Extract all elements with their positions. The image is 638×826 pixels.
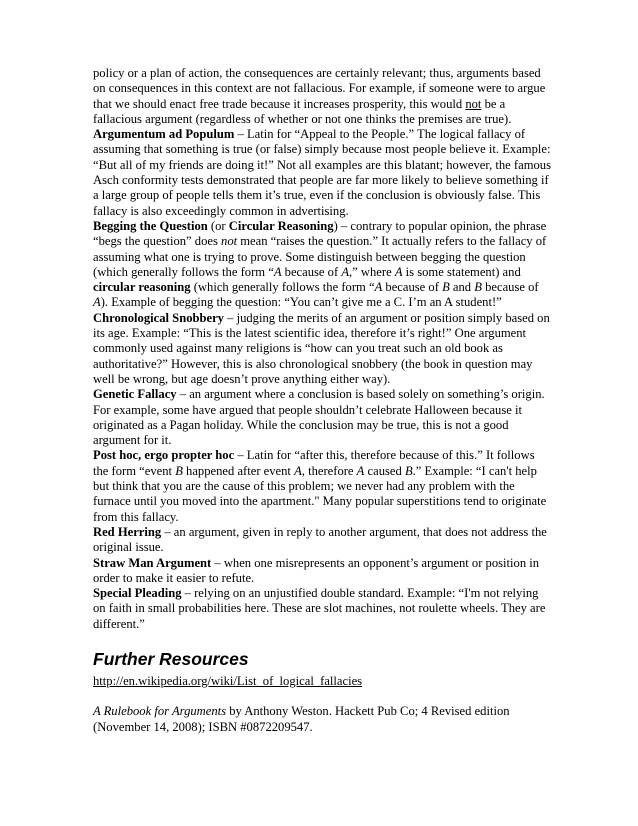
wikipedia-fallacies-link[interactable]: http://en.wikipedia.org/wiki/List_of_logical_fallacies xyxy=(93,673,363,688)
intro-tail: be a fallacious argument (regardless of whether or not one thinks the premises are true). xyxy=(93,96,512,126)
spacer xyxy=(93,689,553,704)
intro-paragraph xyxy=(93,66,553,127)
document-body xyxy=(93,66,553,735)
entry-begging-the-question: Begging the Question (or Circular Reasoning) – contrary to popular opinion, the phrase “begs the question” does not mean “raises the question.” It actually refers to the fallacy of assuming what one is trying to prove. Some distinguish between begging the question (which generally follows the form “A because of A,” where A is some statement) and circular reasoning (which generally follows the form “A because of B and B because of A). Example of begging the question: “You can’t give me a C. I’m an A student!” xyxy=(93,218,547,310)
book-details: by Anthony Weston. Hackett Pub Co; 4 Revised edition (November 14, 2008); ISBN #0872209547. xyxy=(93,704,510,734)
book-reference xyxy=(93,704,553,735)
definition-genetic-fallacy: – an argument where a conclusion is based solely on something’s origin. For example, some have argued that people shouldn’t celebrate Halloween because it originated as a Pagan holiday. While the conclusion may be true, this is not a good argument for it. xyxy=(93,387,545,448)
further-resources-heading: Further Resources xyxy=(93,648,249,669)
term-straw-man: Straw Man Argument xyxy=(93,555,212,570)
term-begging-the-question: Begging the Question xyxy=(93,218,208,233)
definition-red-herring: – an argument, given in reply to another argument, that does not address the original issue. xyxy=(93,524,547,555)
term-genetic-fallacy: Genetic Fallacy xyxy=(93,387,177,402)
term-post-hoc: Post hoc, ergo propter hoc xyxy=(93,448,235,463)
term-circular-reasoning: Circular Reasoning xyxy=(228,218,334,233)
term-red-herring: Red Herring xyxy=(93,524,162,539)
definition-chronological-snobbery: – judging the merits of an argument or position simply based on its age. Example: “This is the latest scientific idea, therefore it’s right!” One argument commonly used against many religions is “how can you treat such an old book as authoritative?” However, this is also chronological snobbery (the book in question may well be wrong, but age doesn’t prove anything either way). xyxy=(93,310,550,386)
entry-chronological-snobbery xyxy=(93,311,553,387)
term-ad-populum: Argumentum ad Populum xyxy=(93,127,235,142)
term-special-pleading: Special Pleading xyxy=(93,586,182,601)
entry-genetic-fallacy xyxy=(93,387,553,448)
entry-ad-populum xyxy=(93,127,553,219)
term-chronological-snobbery: Chronological Snobbery xyxy=(93,310,224,325)
intro-text: policy or a plan of action, the consequences are certainly relevant; thus, arguments based on consequences in this context are not fallacious. For example, if someone were to argue that we should enact free trade because it increases prosperity, this would xyxy=(93,66,546,111)
term-circular-reasoning-lower: circular reasoning xyxy=(93,280,191,295)
resource-link-paragraph xyxy=(93,674,553,689)
intro-underlined: not xyxy=(465,96,482,111)
definition-ad-populum: – Latin for “Appeal to the People.” The logical fallacy of assuming that something is true (or false) simply because most people believe it. Example: “But all of my friends are doing it!” Not all examples are this blatant; however, the famous Asch conformity tests demonstrated that people are far more likely to believe something if a large group of people tells them it’s true, even if the conclusion is obviously false. This fallacy is also exceedingly common in advertising. xyxy=(93,127,551,218)
definition-straw-man: – when one misrepresents an opponent’s argument or position in order to make it easier to refute. xyxy=(93,555,540,585)
entry-red-herring xyxy=(93,525,553,556)
book-title: A Rulebook for Arguments xyxy=(93,704,227,719)
entry-special-pleading xyxy=(93,586,553,632)
entry-straw-man xyxy=(93,556,553,587)
definition-special-pleading: – relying on an unjustified double standard. Example: “I'm not relying on faith in small probabilities here. These are slot machines, not roulette wheels. They are different.” xyxy=(93,586,546,631)
entry-post-hoc: Post hoc, ergo propter hoc – Latin for “after this, therefore because of this.” It follows the form “event B happened after event A, therefore A caused B.” Example: “I can't help but think that you are the cause of this problem; we never had any problem with the furnace until you moved into the apartment." Many popular superstitions tend to originate from this fallacy. xyxy=(93,448,547,524)
